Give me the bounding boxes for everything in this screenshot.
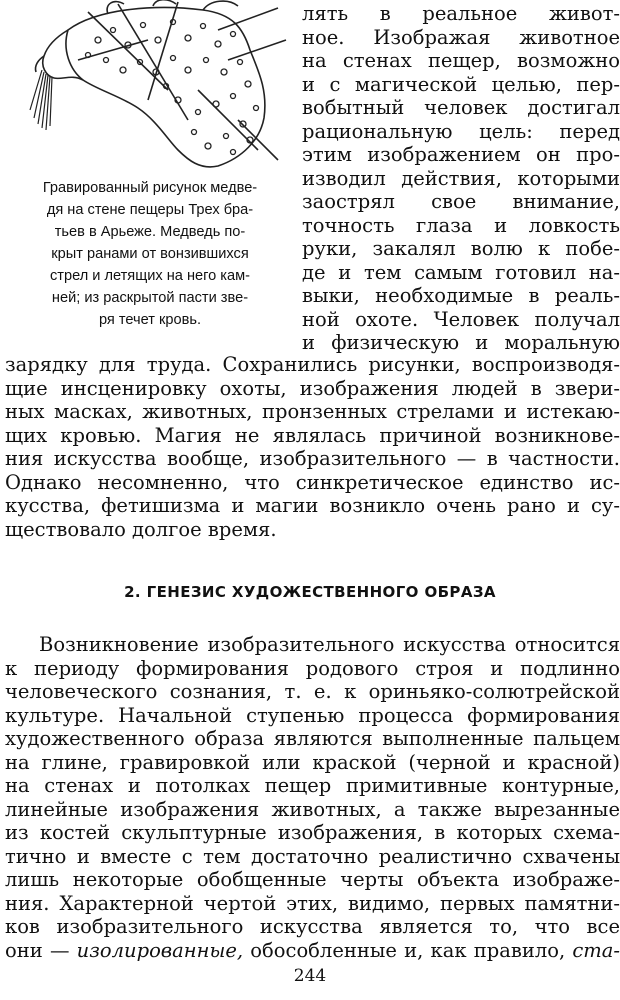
right-column-text	[302, 2, 620, 355]
text-line: Возникновение изобразительного искусства относится	[39, 633, 620, 656]
text-line: из костей скульптурные изображения, в которых схема-	[5, 821, 620, 844]
text-line: художественного образа являются выполненные пальцем	[5, 727, 620, 750]
text-line-last	[5, 939, 620, 963]
section-paragraph	[5, 633, 620, 962]
text-line: ния. Характерной чертой этих, видимо, первых памятни-	[5, 891, 620, 915]
italic-term: ста-	[572, 938, 620, 962]
text-line: и физическую и моральную	[302, 331, 620, 354]
text-line: тично и вместе с тем достаточно реалистично схвачены	[5, 844, 620, 868]
text-line: ных масках, животных, пронзенных стрелами и истекаю-	[5, 400, 620, 423]
caption-line: ней; из раскрытой пасти зве-	[51, 290, 249, 306]
figure-caption	[0, 177, 300, 331]
text-span: обособленные и, как правило,	[243, 938, 573, 962]
text-line: этим изображением он про-	[302, 143, 620, 166]
text-line: щих кровью. Магия не являлась причиной возникнове-	[5, 423, 620, 447]
text-line: ния искусства вообще, изобразительного — в частности.	[5, 447, 620, 470]
text-line: точность глаза и ловкость	[302, 213, 620, 237]
bear-engraving-image	[28, 0, 290, 172]
text-line: ков изобразительного искусства является то, что все	[5, 915, 620, 938]
text-line: линейные изображения животных, а также вырезанные	[5, 797, 620, 821]
text-line: рациональную цель: перед	[302, 119, 620, 143]
text-line: ществовало долгое время.	[5, 517, 277, 541]
text-line: заострял свое внимание,	[302, 190, 620, 213]
text-line: выки, необходимые в реаль-	[302, 284, 620, 307]
text-line: де и тем самым готовил на-	[302, 260, 620, 284]
caption-line: стрел и летящих на него кам-	[49, 268, 251, 284]
text-line: руки, закалял волю к побе-	[302, 237, 620, 260]
text-line: ной охоте. Человек получал	[302, 307, 620, 331]
text-line: изводил действия, которыми	[302, 166, 620, 190]
text-line: на стенах пещер, возможно	[302, 49, 620, 72]
text-line: зарядку для труда. Сохранились рисунки, воспроизводя-	[5, 353, 620, 376]
caption-line: Гравированный рисунок медве-	[42, 180, 258, 196]
text-line: вобытный человек достигал	[302, 96, 620, 119]
caption-line: крыт ранами от вонзившихся	[51, 246, 249, 262]
text-line: и с магической целью, пер-	[302, 72, 620, 96]
text-line: щие инсценировку охоты, изображения людей в звери-	[5, 376, 620, 400]
caption-line: ря течет кровь.	[98, 312, 202, 328]
text-line: Однако несомненно, что синкретическое единство ис-	[5, 470, 620, 494]
paragraph-continuation	[5, 353, 620, 541]
caption-line: тьев в Арьеже. Медведь по-	[54, 224, 246, 240]
text-line: лять в реальное живот-	[302, 2, 620, 25]
text-line: на глине, гравировкой или краской (черной и красной)	[5, 750, 620, 774]
text-line: человеческого сознания, т. е. к ориньяко-солютрейской	[5, 680, 620, 703]
text-line: лишь некоторые обобщенные черты объекта изображе-	[5, 868, 620, 891]
text-line: культуре. Начальной ступенью процесса формирования	[5, 703, 620, 727]
text-line: к периоду формирования родового строя и подлинно	[5, 656, 620, 680]
bear-figure	[0, 0, 300, 328]
text-line: кусства, фетишизма и магии возникло очень рано и су-	[5, 494, 620, 517]
section-heading: 2. ГЕНЕЗИС ХУДОЖЕСТВЕННОГО ОБРАЗА	[124, 583, 496, 601]
text-line: ное. Изображая животное	[302, 25, 620, 49]
page-number: 244	[293, 966, 327, 986]
italic-term: изолированные,	[76, 938, 244, 962]
caption-line: дя на стене пещеры Трех бра-	[46, 202, 254, 218]
text-line: на стенах и потолках пещер примитивные контурные,	[5, 774, 620, 797]
text-span: они —	[5, 938, 77, 962]
